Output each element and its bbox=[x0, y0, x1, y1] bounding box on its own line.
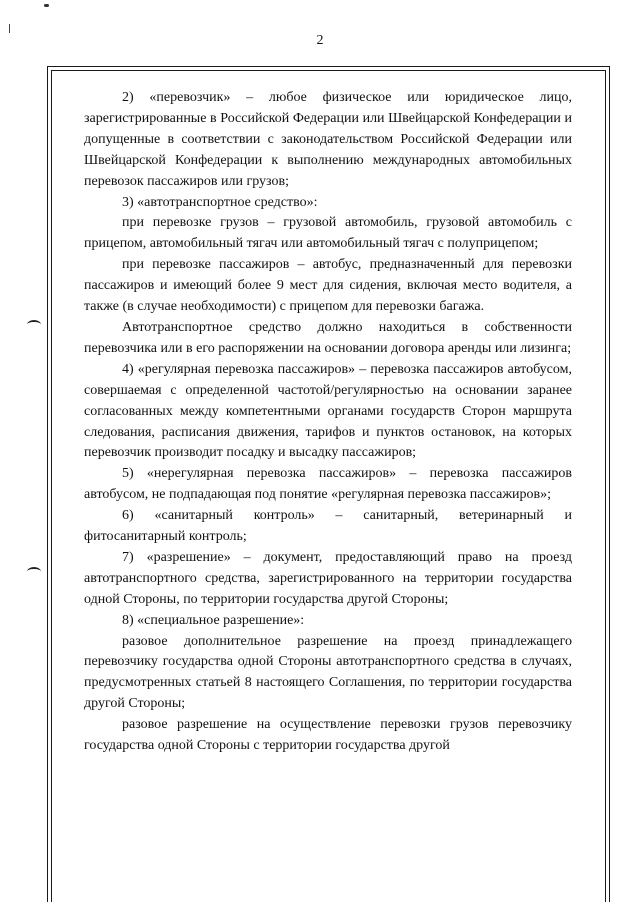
paragraph-vehicle-passengers: при перевозке пассажиров – автобус, предназначенный для перевозки пассажиров и имеющий более 9 мест для сидения, включая место водителя, а также (в случае необходимости) с прицепом для перевозки багажа. bbox=[84, 257, 572, 315]
binding-hole-mark bbox=[27, 320, 41, 329]
paragraph-vehicle-cargo: при перевозке грузов – грузовой автомобиль, грузовой автомобиль с прицепом, автомобильный тягач или автомобильный тягач с полуприцепом; bbox=[84, 215, 572, 252]
paragraph-vehicle-ownership: Автотранспортное средство должно находиться в собственности перевозчика или в его распоряжении на основании договора аренды или лизинга; bbox=[84, 319, 572, 356]
paragraph-sanitary-control: 6) «санитарный контроль» – санитарный, ветеринарный и фитосанитарный контроль; bbox=[84, 508, 572, 545]
page-number: 2 bbox=[316, 33, 324, 48]
scan-speck bbox=[44, 4, 49, 7]
paragraph-special-permit-heading: 8) «специальное разрешение»: bbox=[122, 612, 305, 628]
paragraph-irregular-transport: 5) «нерегулярная перевозка пассажиров» – перевозка пассажиров автобусом, не подпадающая под понятие «регулярная перевозка пассажиров»; bbox=[84, 466, 572, 503]
paragraph-vehicle-heading: 3) «автотранспортное средство»: bbox=[122, 194, 318, 210]
paragraph-special-permit-cargo: разовое разрешение на осуществление перевозки грузов перевозчику государства одной Стороны с территории государства другой bbox=[84, 717, 572, 754]
binding-hole-mark bbox=[27, 567, 41, 576]
scan-tick bbox=[9, 24, 10, 33]
paragraph-carrier-definition: 2) «перевозчик» – любое физическое или юридическое лицо, зарегистрированные в Российской Федерации или Швейцарской Конфедерации и допущенные в соответствии с законодательством Российской Федерации или Швейцарской Конфедерации к выполнению международных автомобильных перевозок пассажиров или грузов; bbox=[84, 90, 572, 189]
document-body bbox=[84, 88, 572, 757]
paragraph-permit: 7) «разрешение» – документ, предоставляющий право на проезд автотранспортного средства, зарегистрированного на территории государства одной Стороны, по территории государства другой Стороны; bbox=[84, 549, 572, 607]
paragraph-regular-transport: 4) «регулярная перевозка пассажиров» – перевозка пассажиров автобусом, совершаемая с определенной частотой/регулярностью на основании заранее согласованных между компетентными органами государств Сторон маршрута следования, расписания движения, тарифов и пунктов остановок, на которых перевозчик производит посадку и высадку пассажиров; bbox=[84, 361, 572, 461]
paragraph-special-permit-additional: разовое дополнительное разрешение на проезд принадлежащего перевозчику государства одной Стороны автотранспортного средства в случаях, предусмотренных статьей 8 настоящего Соглашения, по территории государства другой Стороны; bbox=[84, 633, 572, 712]
